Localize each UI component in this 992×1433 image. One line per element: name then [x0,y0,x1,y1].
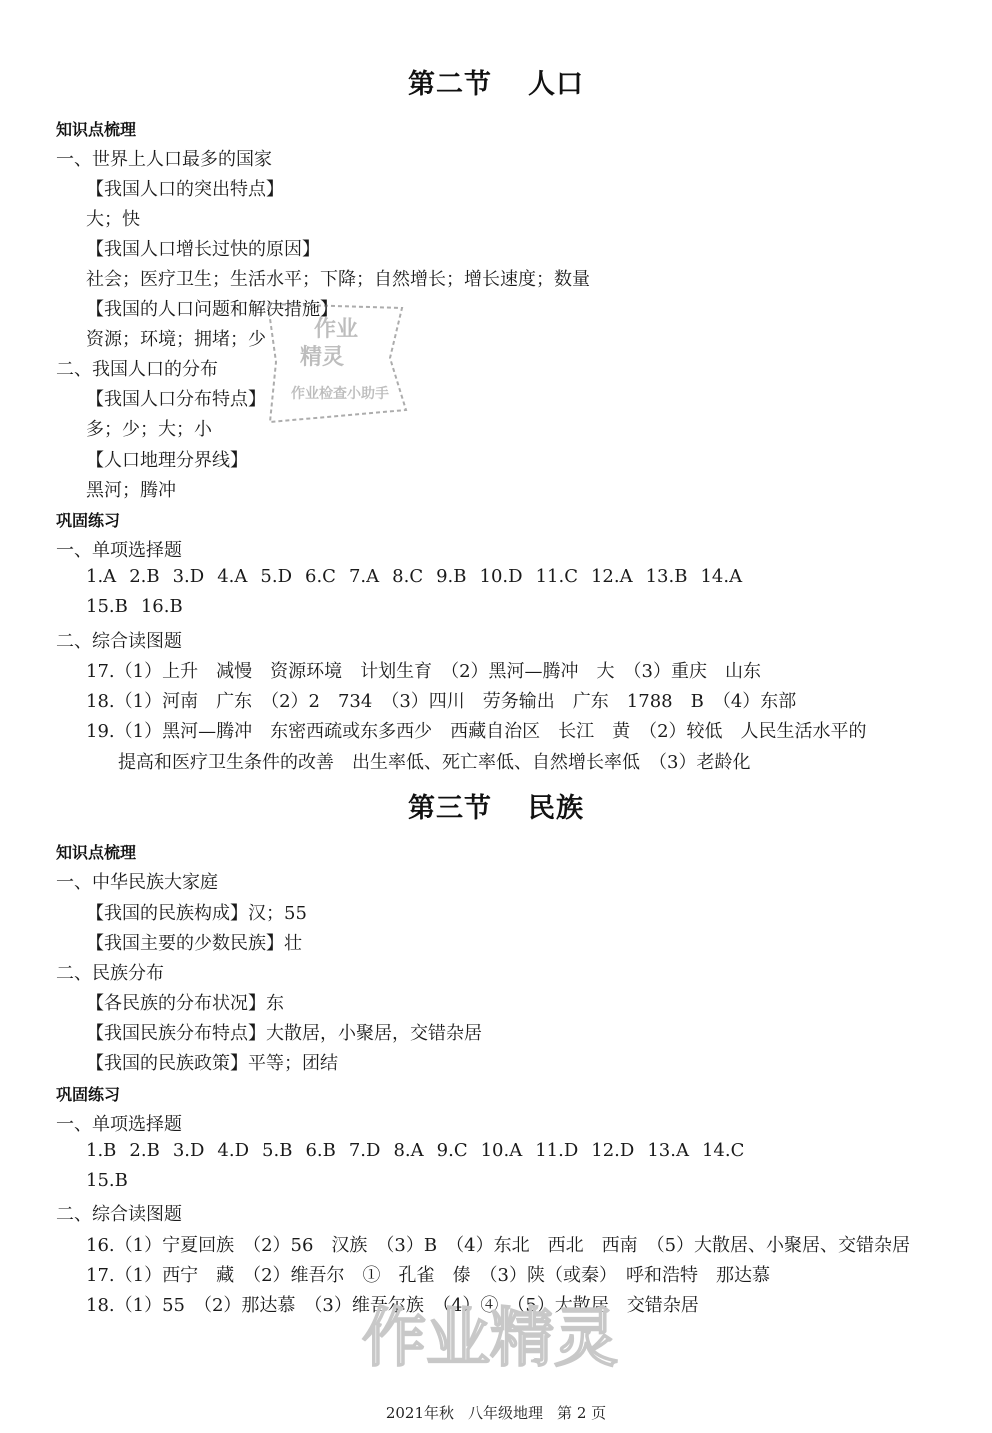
choice-answer: 1.A [86,566,117,587]
choice-answer: 11.D [535,1140,579,1161]
knowledge-item: 【我国主要的少数民族】壮 [86,933,302,954]
choice-answer: 2.B [129,1140,160,1161]
reading-answer: 16.（1）宁夏回族 （2）56 汉族 （3）B （4）东北 西北 西南 （5）大散居、小聚居、交错杂居 [86,1235,911,1256]
stamp-text: 作业检查小助手 [291,386,389,402]
knowledge-answer: 资源；环境；拥堵；少 [86,329,266,350]
choice-answer: 6.B [305,1140,336,1161]
knowledge-answer: 黑河；腾冲 [86,480,176,501]
choice-answer: 14.C [701,1140,745,1161]
choice-answer: 15.B [86,1170,128,1191]
choice-answer: 11.C [535,566,578,587]
choice-answer: 10.D [479,566,523,587]
watermark [300,1298,680,1378]
choice-answer: 13.B [645,566,688,587]
knowledge-heading-1: 一、中华民族大家庭 [56,872,218,893]
choice-answer: 16.B [140,596,183,617]
knowledge-answer: 社会；医疗卫生；生活水平；下降；自然增长；增长速度；数量 [86,269,590,290]
section-title-ethnic-groups [0,786,992,825]
reading-answer: 18.（1）55 （2）那达慕 （3）维吾尔族 （4）④ （5）大散居 交错杂居 [86,1295,699,1316]
page-footer [0,1402,992,1423]
knowledge-item: 【我国的民族政策】平等；团结 [86,1053,338,1074]
choice-answers-row [86,596,196,617]
choice-heading: 一、单项选择题 [56,540,182,561]
stamp-text: 精灵 [299,345,345,370]
choice-answer: 4.D [217,1140,250,1161]
knowledge-label: 【人口地理分界线】 [86,450,248,471]
knowledge-heading-1: 一、世界上人口最多的国家 [56,149,272,170]
choice-answer: 9.B [436,566,467,587]
stamp-text: 作业 [313,317,359,342]
reading-answer: 19.（1）黑河—腾冲 东密西疏或东多西少 西藏自治区 长江 黄 （2）较低 人民生活水平的 [86,721,867,742]
knowledge-label: 【我国人口的突出特点】 [86,179,284,200]
choice-answer: 6.C [305,566,336,587]
practice-heading: 巩固练习 [56,511,121,530]
reading-heading: 二、综合读图题 [56,1204,182,1225]
reading-heading: 二、综合读图题 [56,631,182,652]
choice-answer: 12.D [591,1140,635,1161]
knowledge-item: 【我国的民族构成】汉；55 [86,903,307,924]
choice-answer: 9.C [436,1140,468,1161]
footer-page-number: 第 2 页 [557,1404,607,1422]
choice-answer: 12.A [590,566,633,587]
choice-answer: 8.C [392,566,424,587]
knowledge-label: 【我国人口分布特点】 [86,389,266,410]
section-name: 民族 [528,793,584,824]
choice-answer: 5.D [260,566,292,587]
knowledge-label: 【我国的人口问题和解决措施】 [86,299,338,320]
choice-answers-row [86,1140,757,1161]
knowledge-answer: 大；快 [86,209,140,230]
choice-answer: 14.A [700,566,743,587]
knowledge-heading: 知识点梳理 [56,843,137,862]
choice-answer: 5.B [262,1140,293,1161]
choice-answer: 3.D [172,1140,205,1161]
section-title-population [0,62,992,101]
knowledge-answer: 多；少；大；小 [86,419,212,440]
choice-answer: 7.D [348,1140,381,1161]
knowledge-heading-2: 二、我国人口的分布 [56,359,218,380]
section-number: 第二节 [408,69,492,100]
knowledge-heading: 知识点梳理 [56,120,137,139]
section-number: 第三节 [408,793,492,824]
footer-year: 2021年秋 [385,1404,455,1422]
choice-answer: 15.B [86,596,128,617]
choice-answer: 2.B [129,566,160,587]
practice-heading: 巩固练习 [56,1085,121,1104]
reading-answer: 17.（1）西宁 藏 （2）维吾尔 ① 孔雀 傣 （3）陕（或秦） 呼和浩特 那达慕 [86,1265,770,1286]
knowledge-label: 【我国人口增长过快的原因】 [86,239,320,260]
watermark-text: 作业精灵 [362,1302,618,1376]
reading-answer: 18.（1）河南 广东 （2）2 734 （3）四川 劳务输出 广东 1788 B （4）东部 [86,691,797,712]
footer-subject: 八年级地理 [468,1404,544,1422]
reading-answer-continued: 提高和医疗卫生条件的改善 出生率低、死亡率低、自然增长率低 （3）老龄化 [118,752,751,773]
choice-answer: 10.A [480,1140,523,1161]
homework-helper-stamp [262,298,412,428]
choice-answer: 7.A [348,566,380,587]
choice-answer: 1.B [86,1140,117,1161]
choice-answers-row [86,1170,141,1191]
reading-answer: 17.（1）上升 减慢 资源环境 计划生育 （2）黑河—腾冲 大 （3）重庆 山东 [86,661,761,682]
choice-heading: 一、单项选择题 [56,1114,182,1135]
choice-answer: 8.A [393,1140,424,1161]
choice-answers-row [86,566,755,587]
knowledge-item: 【各民族的分布状况】东 [86,993,284,1014]
section-name: 人口 [528,69,584,100]
choice-answer: 3.D [172,566,205,587]
choice-answer: 13.A [647,1140,689,1161]
knowledge-item: 【我国民族分布特点】大散居，小聚居，交错杂居 [86,1023,482,1044]
knowledge-heading-2: 二、民族分布 [56,963,164,984]
choice-answer: 4.A [217,566,248,587]
